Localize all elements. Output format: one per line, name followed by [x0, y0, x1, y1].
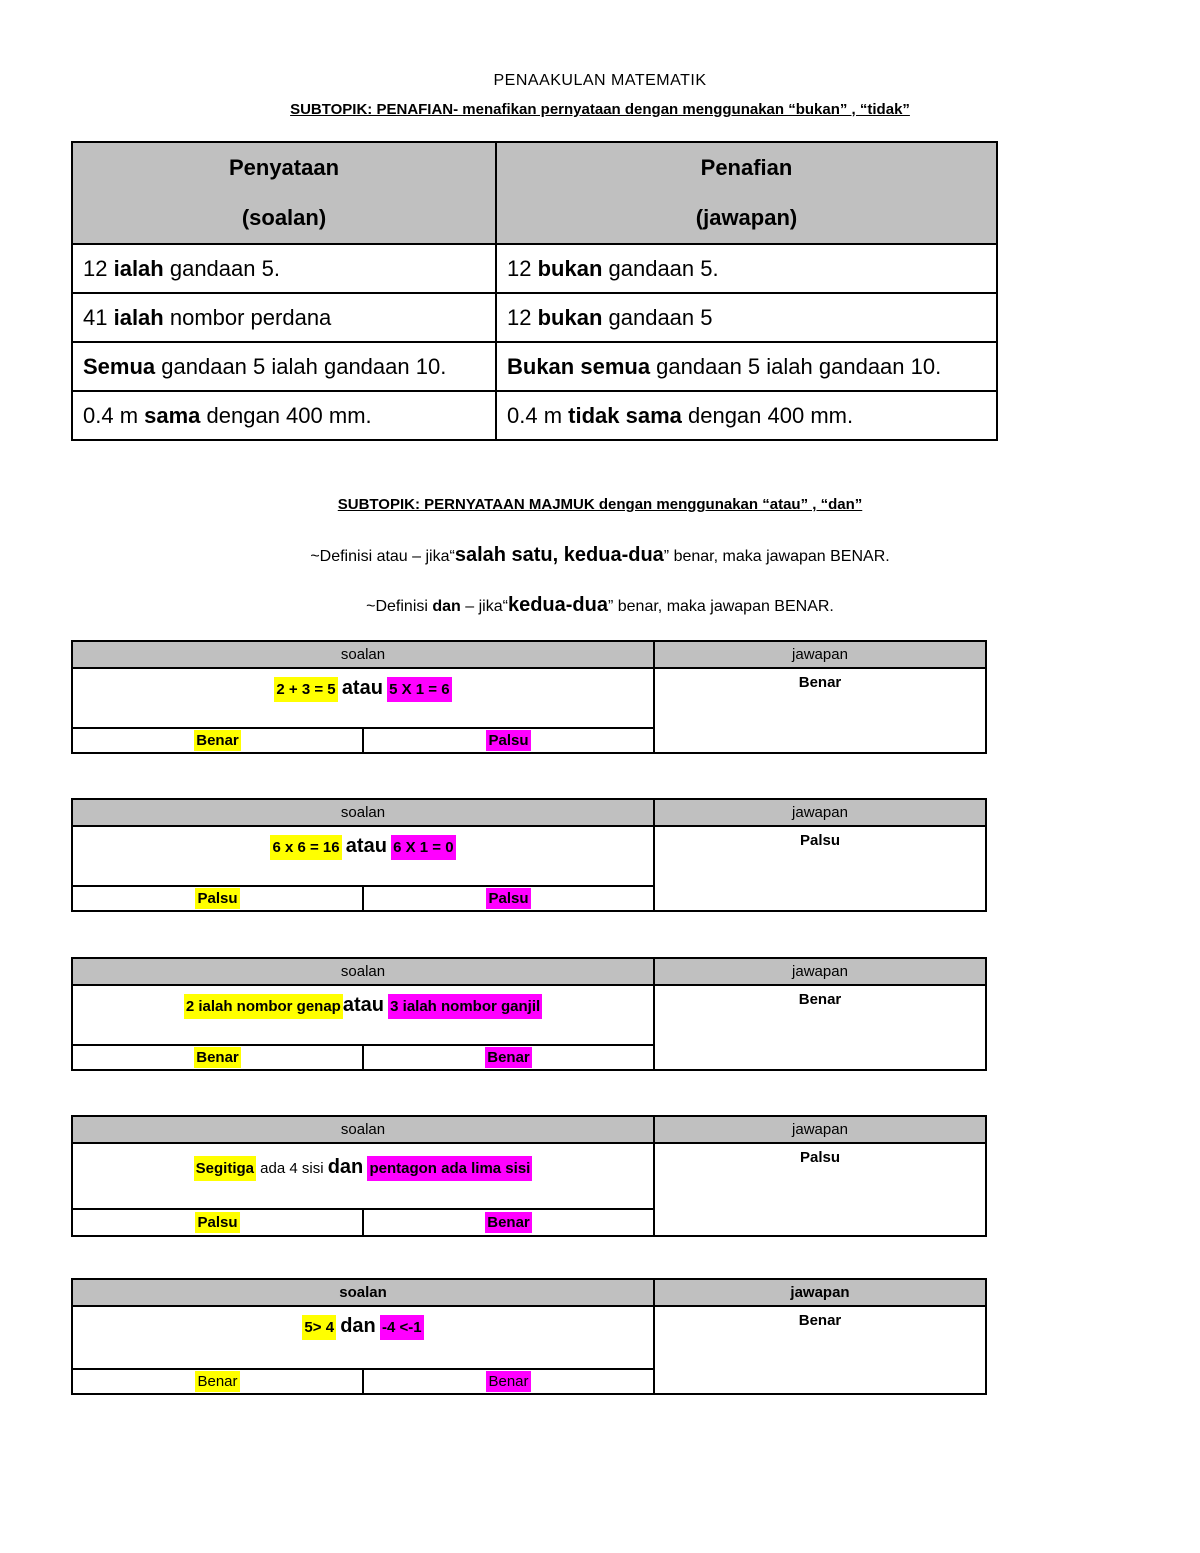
connective: dan — [340, 1315, 376, 1337]
soalan-header: soalan — [73, 1280, 655, 1307]
first-truth-value — [73, 729, 364, 752]
definition-text: ~Definisi — [366, 598, 433, 615]
definition-atau — [0, 544, 1200, 567]
text: gandaan 5. — [163, 255, 280, 281]
text: gandaan 5. — [602, 255, 719, 281]
question-block — [71, 1278, 987, 1395]
page-title: PENAAKULAN MATEMATIK — [493, 72, 707, 89]
question-block — [71, 1115, 987, 1237]
text: gandaan 5 ialah gandaan 10. — [650, 353, 942, 379]
negation-table-header — [72, 142, 997, 244]
first-truth-value — [73, 1046, 364, 1069]
definition-keyword: kedua-dua — [507, 594, 608, 616]
second-statement: pentagon ada lima sisi — [367, 1156, 532, 1181]
question-block — [71, 798, 987, 912]
connective: atau — [341, 677, 383, 699]
definition-text: – jika“ — [460, 598, 508, 615]
answer-cell: Palsu — [799, 1149, 841, 1166]
truth-value-text: Palsu — [488, 732, 529, 749]
statement-text: ada 4 sisi — [256, 1160, 328, 1177]
header-answer-label: (jawapan) — [695, 205, 798, 230]
first-truth-value — [73, 1210, 364, 1235]
truth-value-text: Benar — [196, 1049, 239, 1066]
truth-value-text: Benar — [487, 1049, 530, 1066]
question-statement — [73, 1307, 655, 1370]
soalan-header: soalan — [73, 1117, 655, 1144]
first-truth-value — [73, 887, 364, 910]
question-statement — [73, 669, 655, 729]
definition-text: ” benar, maka jawapan BENAR. — [607, 598, 834, 615]
text: dengan 400 mm. — [681, 402, 854, 428]
answer-cell: Benar — [798, 1312, 842, 1329]
keyword: sama — [144, 402, 201, 428]
statement-cell — [72, 293, 496, 342]
jawapan-header: jawapan — [655, 1117, 985, 1144]
keyword: bukan — [537, 255, 603, 281]
negation-table — [71, 141, 998, 441]
text: dengan 400 mm. — [200, 402, 372, 428]
truth-value-text: Benar — [197, 1373, 238, 1390]
answer-cell: Benar — [798, 674, 842, 691]
jawapan-header: jawapan — [655, 800, 985, 827]
statement-cell — [72, 391, 496, 440]
subtopic-compound-heading: SUBTOPIK: PERNYATAAN MAJMUK dengan menggunakan “atau” , “dan” — [337, 496, 863, 513]
first-truth-value — [73, 1370, 364, 1393]
text: 12 — [83, 255, 114, 281]
soalan-header: soalan — [73, 642, 655, 669]
text: nombor perdana — [163, 304, 332, 330]
first-statement: 2 + 3 = 5 — [274, 677, 337, 702]
second-statement: 5 X 1 = 6 — [387, 677, 451, 702]
first-statement: 5> 4 — [302, 1315, 336, 1340]
question-statement — [73, 986, 655, 1046]
answer-cell: Palsu — [799, 832, 841, 849]
first-statement: 2 ialah nombor genap — [184, 994, 343, 1019]
definition-dan — [0, 594, 1200, 617]
header-statement — [72, 142, 496, 244]
truth-value-text: Palsu — [197, 1214, 238, 1231]
truth-value-text: Palsu — [488, 890, 529, 907]
second-truth-value — [364, 1046, 655, 1069]
definition-keyword: salah satu, kedua-dua — [454, 544, 664, 566]
header-negation-label: Penafian — [700, 155, 793, 180]
jawapan-header: jawapan — [655, 959, 985, 986]
keyword: ialah — [113, 304, 164, 330]
keyword: Bukan semua — [507, 353, 651, 379]
connective: atau — [342, 994, 384, 1016]
jawapan-header: jawapan — [655, 1280, 985, 1307]
question-statement — [73, 827, 655, 887]
second-truth-value — [364, 887, 655, 910]
soalan-header: soalan — [73, 959, 655, 986]
truth-value-text: Benar — [487, 1214, 530, 1231]
text: 0.4 m — [507, 402, 569, 428]
table-row — [72, 293, 997, 342]
text: gandaan 5 — [602, 304, 713, 330]
definition-text: ~Definisi atau – jika“ — [310, 548, 455, 565]
first-statement: Segitiga — [194, 1156, 256, 1181]
header-negation — [496, 142, 997, 244]
negation-cell — [496, 391, 997, 440]
subtopic-negation-heading: SUBTOPIK: PENAFIAN- menafikan pernyataan dengan menggunakan “bukan” , “tidak” — [290, 101, 910, 118]
second-truth-value — [364, 729, 655, 752]
keyword: bukan — [537, 304, 603, 330]
statement-cell — [72, 342, 496, 391]
text: 0.4 m — [83, 402, 145, 428]
table-row — [72, 391, 997, 440]
second-statement: 6 X 1 = 0 — [391, 835, 455, 860]
keyword: tidak sama — [568, 402, 682, 428]
table-row — [72, 244, 997, 293]
second-statement: 3 ialah nombor ganjil — [388, 994, 542, 1019]
question-block — [71, 957, 987, 1071]
truth-value-text: Benar — [488, 1373, 529, 1390]
second-statement: -4 <-1 — [380, 1315, 424, 1340]
question-statement — [73, 1144, 655, 1210]
second-truth-value — [364, 1210, 655, 1235]
keyword: ialah — [113, 255, 164, 281]
connective: dan — [327, 1156, 364, 1178]
header-statement-label: Penyataan — [228, 155, 340, 180]
second-truth-value — [364, 1370, 655, 1393]
truth-value-text: Palsu — [197, 890, 238, 907]
text: gandaan 5 ialah gandaan 10. — [155, 353, 447, 379]
text: 12 — [507, 255, 538, 281]
table-row — [72, 342, 997, 391]
negation-cell — [496, 342, 997, 391]
keyword: Semua — [83, 353, 156, 379]
connective: atau — [345, 835, 387, 857]
first-statement: 6 x 6 = 16 — [270, 835, 341, 860]
text: 41 — [83, 304, 114, 330]
negation-cell — [496, 293, 997, 342]
definition-term: dan — [432, 598, 461, 615]
negation-cell — [496, 244, 997, 293]
text: 12 — [507, 304, 538, 330]
statement-cell — [72, 244, 496, 293]
truth-value-text: Benar — [196, 732, 239, 749]
answer-cell: Benar — [798, 991, 842, 1008]
jawapan-header: jawapan — [655, 642, 985, 669]
soalan-header: soalan — [73, 800, 655, 827]
question-block — [71, 640, 987, 754]
header-question-label: (soalan) — [241, 205, 327, 230]
definition-text: ” benar, maka jawapan BENAR. — [663, 548, 890, 565]
